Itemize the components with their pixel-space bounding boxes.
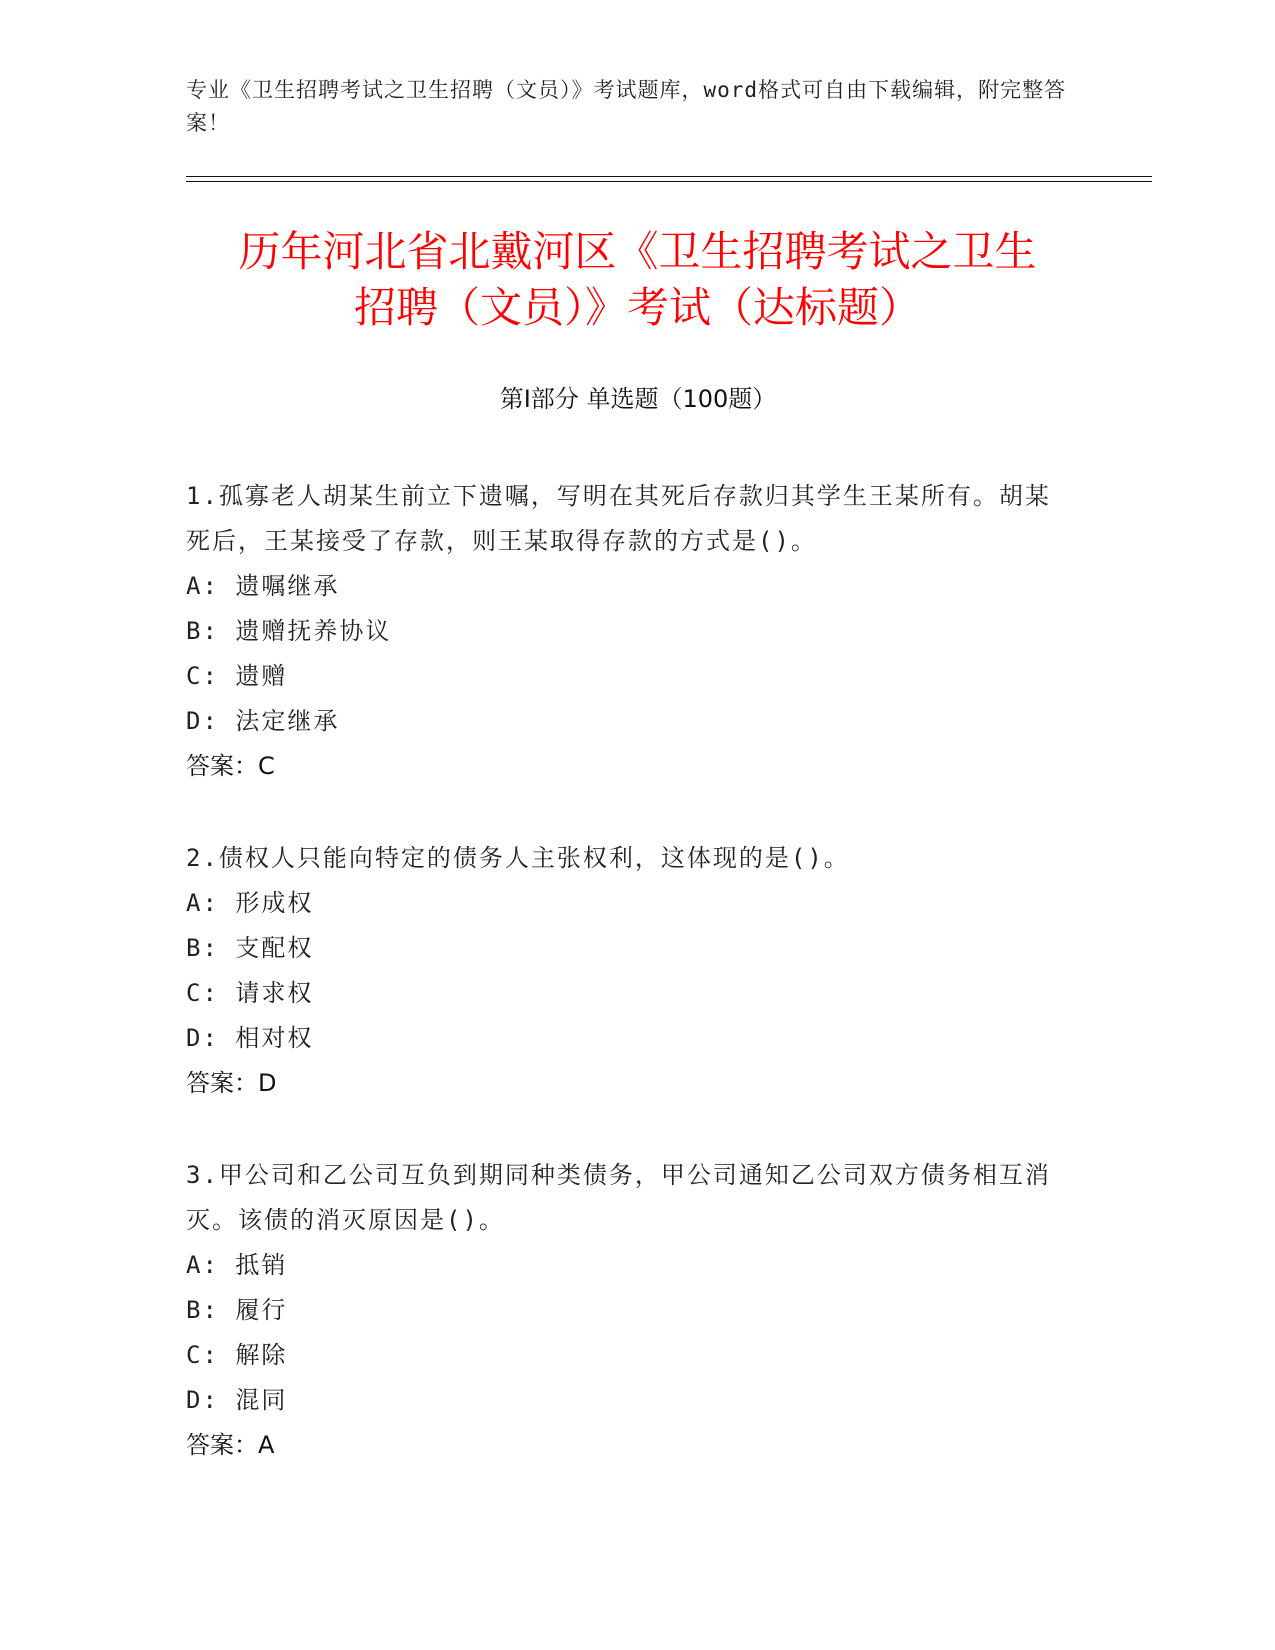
option-b: B: 支配权 [186,934,314,962]
answer-line: 答案：D [186,1069,277,1097]
option-d: D: 相对权 [186,1024,314,1052]
option-a: A: 抵销 [186,1251,288,1279]
option-a: A: 形成权 [186,889,314,917]
question-stem: 1.孤寡老人胡某生前立下遗嘱，写明在其死后存款归其学生王某所有。胡某死后，王某接受了存款，则王某取得存款的方式是()。 [186,482,1051,555]
answer-line: 答案：C [186,752,275,780]
option-a: A: 遗嘱继承 [186,572,340,600]
header-note: 专业《卫生招聘考试之卫生招聘（文员）》考试题库，word格式可自由下载编辑，附完整答案！ [186,78,1067,135]
option-d: D: 混同 [186,1386,288,1414]
header-divider-bottom [186,181,1152,182]
question-item [186,1153,1076,1468]
answer-line: 答案：A [186,1431,275,1459]
option-c: C: 解除 [186,1341,288,1369]
question-item [186,836,1076,1106]
option-b: B: 履行 [186,1296,288,1324]
option-d: D: 法定继承 [186,707,340,735]
section-title: 第Ⅰ部分 单选题（100题） [499,385,777,413]
option-c: C: 请求权 [186,979,314,1007]
option-b: B: 遗赠抚养协议 [186,617,392,645]
question-item [186,474,1076,789]
document-title [150,224,1125,336]
option-c: C: 遗赠 [186,662,288,690]
header-divider-top [186,176,1152,177]
document-title-line-2: 招聘（文员）》考试（达标题） [353,283,921,332]
question-stem: 2.债权人只能向特定的债务人主张权利，这体现的是()。 [186,844,850,872]
document-title-line-1: 历年河北省北戴河区《卫生招聘考试之卫生 [238,227,1037,276]
question-stem: 3.甲公司和乙公司互负到期同种类债务，甲公司通知乙公司双方债务相互消灭。该债的消灭原因是()。 [186,1161,1051,1234]
